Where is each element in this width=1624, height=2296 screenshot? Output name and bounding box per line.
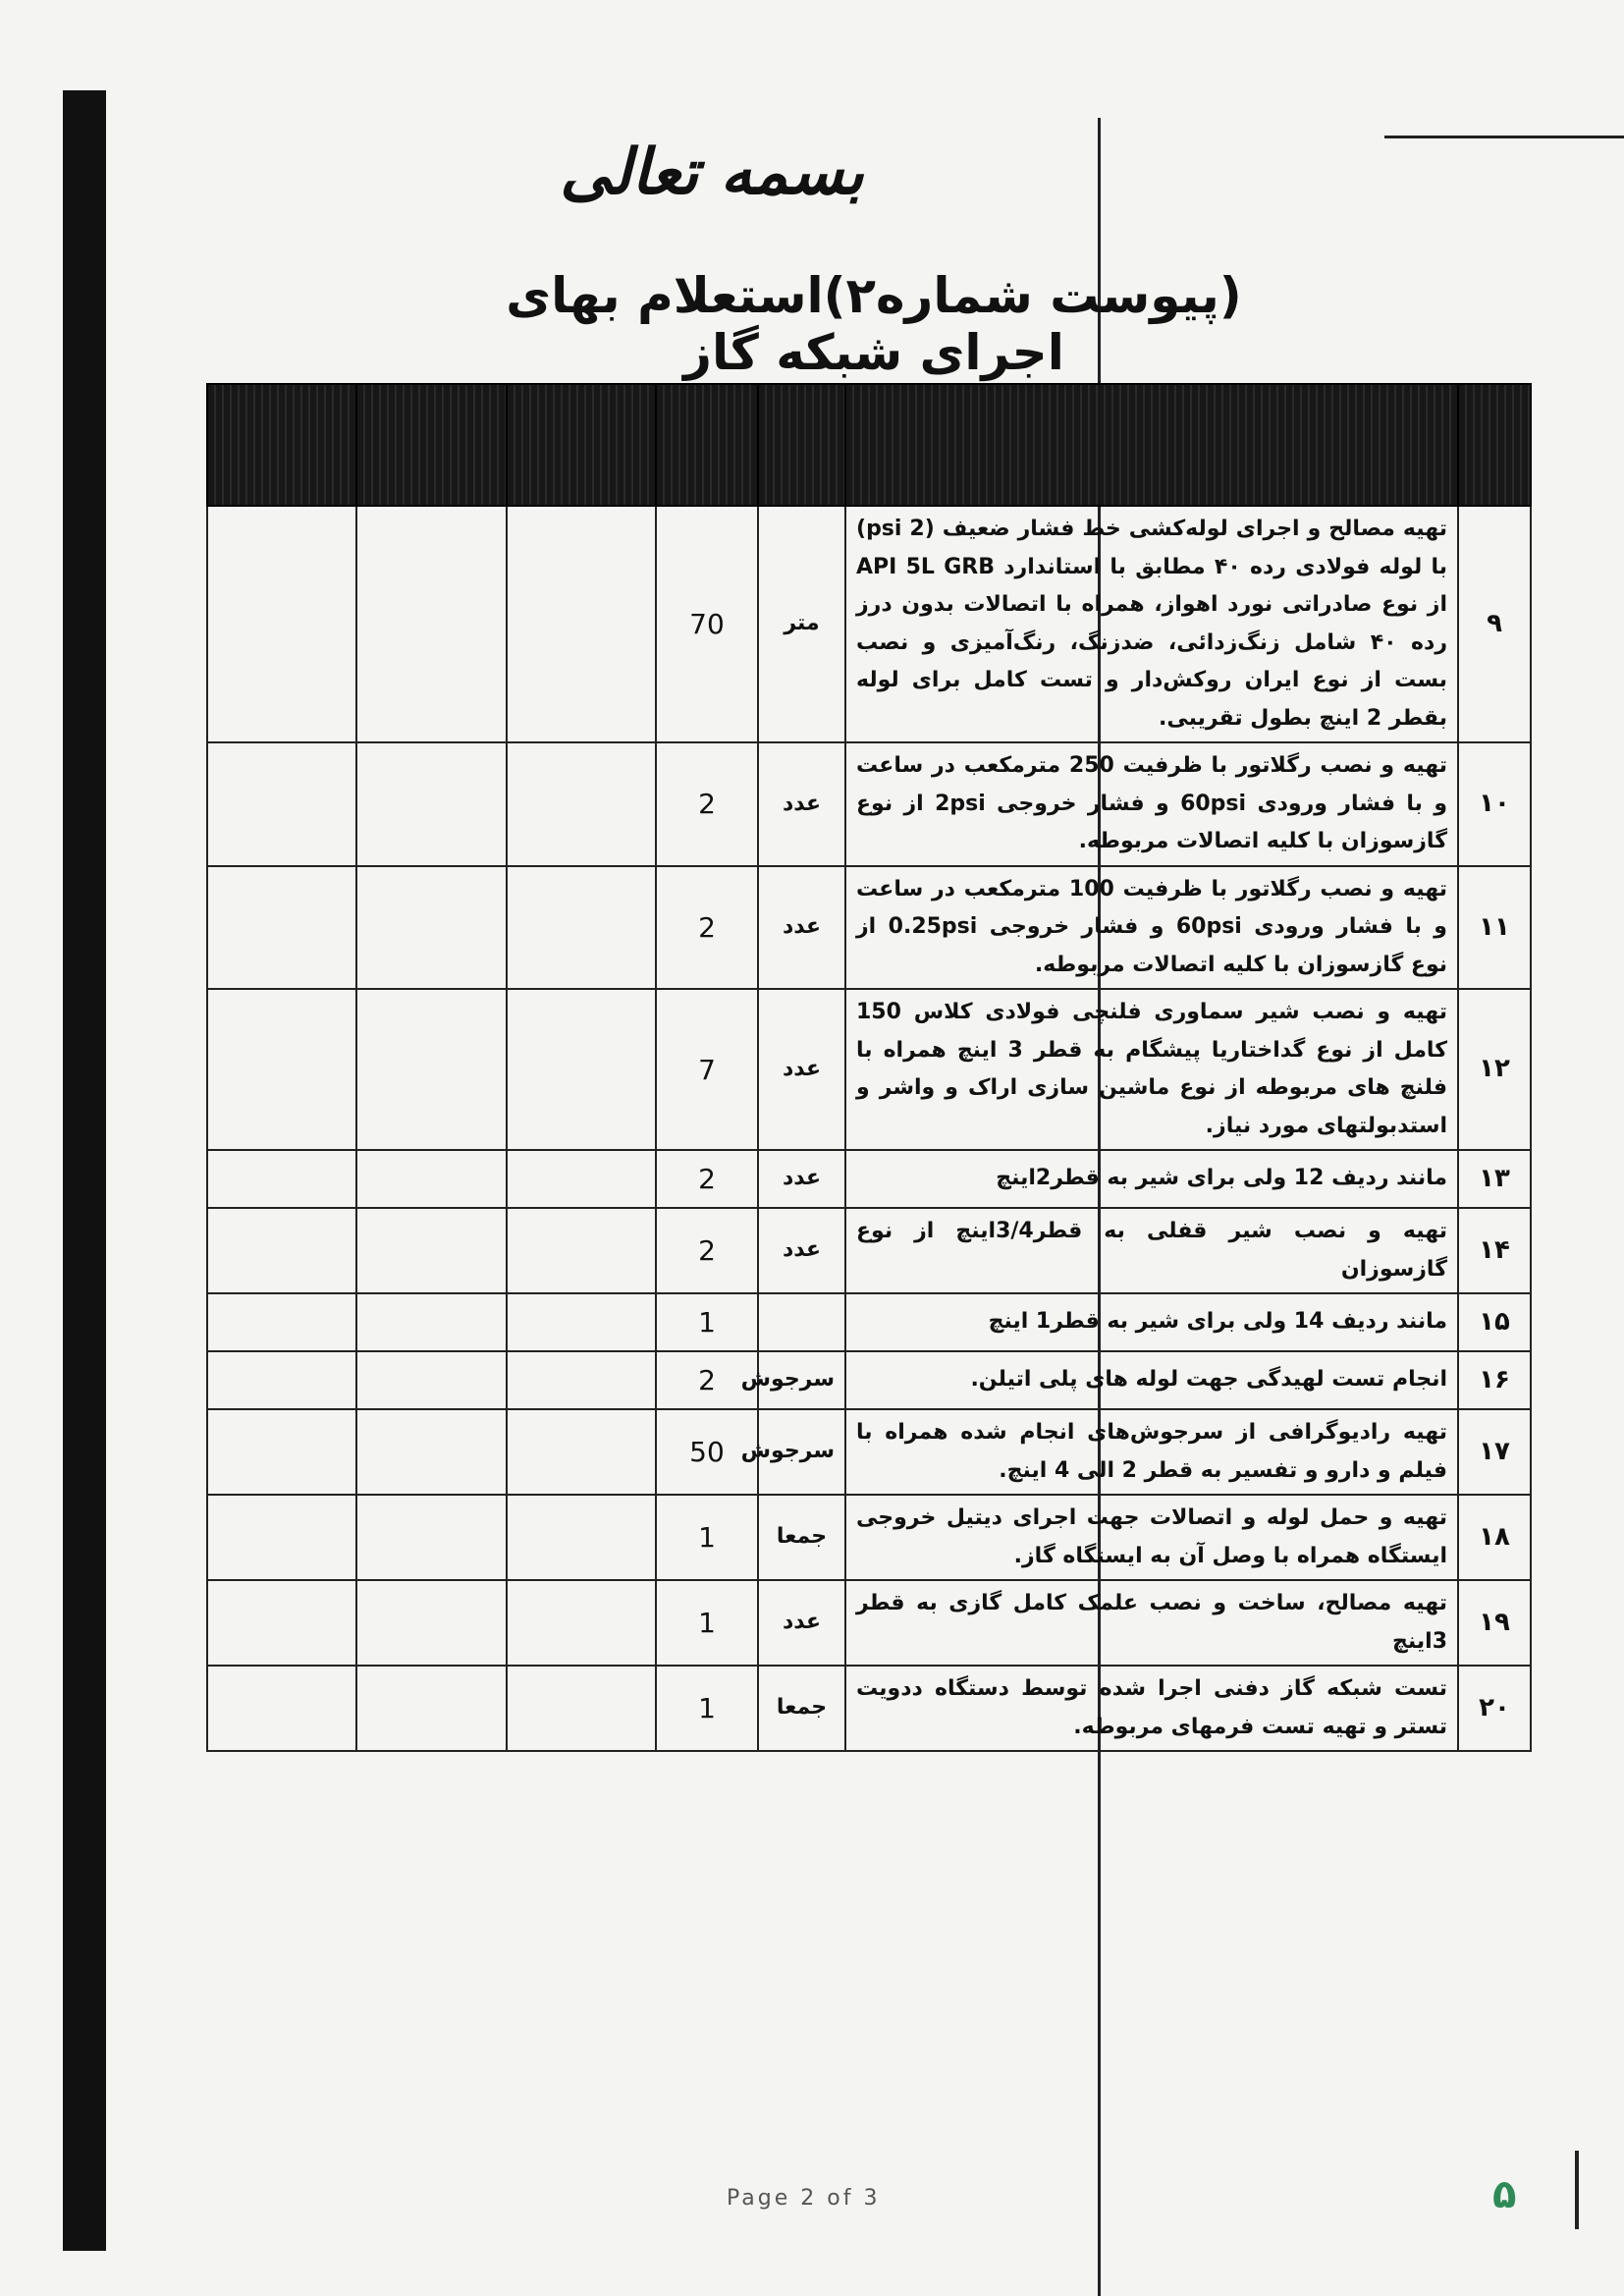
row-number: ۱۴ (1458, 1208, 1531, 1293)
empty-cell (207, 742, 356, 866)
row-number: ۱۰ (1458, 742, 1531, 866)
row-unit: عدد (758, 1208, 845, 1293)
row-description: تهیه مصالح و اجرای لوله‌کشی خط فشار ضعیف (psi 2) با لوله فولادی رده ۴۰ مطابق با استاندارد API 5L GRB از نوع صادراتی نورد اهواز، همراه با اتصالات بدون درز رده ۴۰ شامل زنگ‌زدائی، ضدزنگ، رنگ‌آمیزی و نصب بست از نوع ایران روکش‌دار و تست کامل برای لوله بقطر 2 اینچ بطول تقریبی. (845, 506, 1458, 742)
empty-cell (356, 1495, 506, 1580)
row-quantity: 1 (656, 1580, 758, 1666)
table-row (207, 1208, 1531, 1293)
scan-mark-line (1384, 136, 1624, 138)
empty-cell (356, 1666, 506, 1751)
row-quantity: 2 (656, 1150, 758, 1208)
empty-cell (207, 1409, 356, 1495)
row-number: ۱۱ (1458, 866, 1531, 990)
empty-cell (356, 742, 506, 866)
empty-cell (207, 1293, 356, 1351)
table-row (207, 989, 1531, 1150)
empty-cell (507, 1580, 656, 1666)
row-description: تهیه و حمل لوله و اتصالات جهت اجرای دیتیل خروجی ایستگاه همراه با وصل آن به ایستگاه گاز. (845, 1495, 1458, 1580)
row-quantity: 1 (656, 1495, 758, 1580)
row-unit: عدد (758, 742, 845, 866)
row-number: ۱۶ (1458, 1351, 1531, 1409)
empty-cell (207, 1351, 356, 1409)
empty-cell (207, 1208, 356, 1293)
row-number: ۱۳ (1458, 1150, 1531, 1208)
empty-cell (507, 1351, 656, 1409)
row-quantity: 7 (656, 989, 758, 1150)
empty-cell (356, 1580, 506, 1666)
table-row (207, 1351, 1531, 1409)
table-row (207, 1293, 1531, 1351)
row-quantity: 2 (656, 742, 758, 866)
empty-cell (207, 506, 356, 742)
row-unit: جمعا (758, 1495, 845, 1580)
row-quantity: 50 (656, 1409, 758, 1495)
empty-cell (207, 1580, 356, 1666)
table-row (207, 1580, 1531, 1666)
empty-cell (356, 989, 506, 1150)
empty-cell (507, 1666, 656, 1751)
empty-cell (507, 1293, 656, 1351)
empty-cell (507, 1208, 656, 1293)
row-unit: سرجوش (758, 1351, 845, 1409)
row-description: تهیه و نصب رگلاتور با ظرفیت 100 مترمکعب در ساعت و با فشار ورودی 60psi و فشار خروجی 0.25psi از نوع گازسوزان با کلیه اتصالات مربوطه. (845, 866, 1458, 990)
row-number: ۱۷ (1458, 1409, 1531, 1495)
table-row (207, 742, 1531, 866)
row-unit: عدد (758, 1150, 845, 1208)
empty-cell (207, 1150, 356, 1208)
table-row (207, 1150, 1531, 1208)
basmala-heading: بسمه تعالی (560, 136, 864, 209)
row-unit: عدد (758, 1580, 845, 1666)
header-cell (1458, 384, 1531, 506)
table-header-row (207, 384, 1531, 506)
row-quantity: 2 (656, 1351, 758, 1409)
empty-cell (507, 1495, 656, 1580)
row-number: ۲۰ (1458, 1666, 1531, 1751)
row-unit: عدد (758, 866, 845, 990)
row-quantity: 2 (656, 866, 758, 990)
row-description: تهیه و نصب رگلاتور با ظرفیت 250 مترمکعب در ساعت و با فشار ورودی 60psi و فشار خروجی 2psi از نوع گازسوزان با کلیه اتصالات مربوطه. (845, 742, 1458, 866)
row-description: تهیه و نصب شیر قفلی به قطر3/4اینچ از نوع گازسوزان (845, 1208, 1458, 1293)
row-unit: جمعا (758, 1666, 845, 1751)
row-unit (758, 1293, 845, 1351)
empty-cell (207, 989, 356, 1150)
row-number: ۱۲ (1458, 989, 1531, 1150)
empty-cell (356, 1293, 506, 1351)
row-quantity: 70 (656, 506, 758, 742)
empty-cell (507, 1409, 656, 1495)
header-cell (507, 384, 656, 506)
empty-cell (356, 1208, 506, 1293)
empty-cell (207, 1495, 356, 1580)
empty-cell (356, 1150, 506, 1208)
header-cell (656, 384, 758, 506)
header-cell (845, 384, 1458, 506)
row-description: تهیه مصالح، ساخت و نصب علمک کامل گازی به قطر 3اینچ (845, 1580, 1458, 1666)
table-row (207, 866, 1531, 990)
row-description: تهیه رادیوگرافی از سرجوش‌های انجام شده همراه با فیلم و دارو و تفسیر به قطر 2 الی 4 اینچ. (845, 1409, 1458, 1495)
price-table (206, 383, 1532, 1752)
empty-cell (207, 866, 356, 990)
empty-cell (507, 1150, 656, 1208)
row-unit: متر (758, 506, 845, 742)
empty-cell (507, 866, 656, 990)
empty-cell (356, 1409, 506, 1495)
row-quantity: 2 (656, 1208, 758, 1293)
header-cell (758, 384, 845, 506)
empty-cell (356, 506, 506, 742)
row-description: مانند ردیف 12 ولی برای شیر به قطر2اینچ (845, 1150, 1458, 1208)
row-unit: عدد (758, 989, 845, 1150)
table-row (207, 1666, 1531, 1751)
empty-cell (207, 1666, 356, 1751)
scan-mark-line (1575, 2151, 1579, 2229)
row-unit: سرجوش (758, 1409, 845, 1495)
row-quantity: 1 (656, 1666, 758, 1751)
table-row (207, 506, 1531, 742)
row-description: مانند ردیف 14 ولی برای شیر به قطر1 اینچ (845, 1293, 1458, 1351)
page-footer-label: Page 2 of 3 (727, 2186, 881, 2211)
row-description: تهیه و نصب شیر سماوری فلنچی فولادی کلاس 150 کامل از نوع گداختاریا پیشگام به قطر 3 اینچ همراه با فلنچ های مربوطه از نوع ماشین سازی اراک و واشر و استدبولتهای مورد نیاز. (845, 989, 1458, 1150)
header-cell (207, 384, 356, 506)
row-description: انجام تست لهیدگی جهت لوله های پلی اتیلن. (845, 1351, 1458, 1409)
table-row (207, 1409, 1531, 1495)
table-row (207, 1495, 1531, 1580)
empty-cell (507, 742, 656, 866)
row-number: ۱۹ (1458, 1580, 1531, 1666)
row-number: ۱۵ (1458, 1293, 1531, 1351)
header-cell (356, 384, 506, 506)
empty-cell (356, 866, 506, 990)
empty-cell (356, 1351, 506, 1409)
row-number: ۹ (1458, 506, 1531, 742)
row-number: ۱۸ (1458, 1495, 1531, 1580)
page-title: (پیوست شماره۲)استعلام بهای اجرای شبکه گاز (506, 267, 1242, 381)
page-number: ۵ (1492, 2172, 1517, 2217)
row-quantity: 1 (656, 1293, 758, 1351)
empty-cell (507, 989, 656, 1150)
scan-edge-bar (63, 90, 106, 2251)
empty-cell (507, 506, 656, 742)
row-description: تست شبکه گاز دفنی اجرا شده توسط دستگاه ددویت تستر و تهیه تست فرمهای مربوطه. (845, 1666, 1458, 1751)
